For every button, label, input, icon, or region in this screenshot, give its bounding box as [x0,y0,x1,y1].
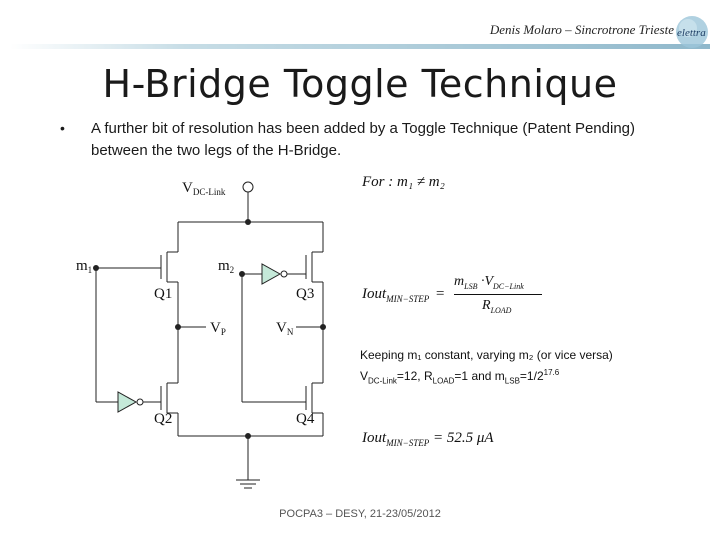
svg-text:elettra: elettra [677,27,706,39]
q3-label: Q3 [296,286,315,302]
note-line-2: $V_{DC-Link}=12$, $R_{LOAD}=1$ and $m_{LSB}=1/2^{17.6}$ [360,368,560,386]
iout-formula: Iout$_{MIN-STEP}$ = $m_{LSB} \cdot V_{DC-Link}$ $R_{LOAD}$ [362,278,562,322]
q4-label: Q4 [296,411,315,427]
bullet-icon: • [60,120,65,136]
footer-text: POCPA3 – DESY, 21-23/05/2012 [279,508,441,520]
m2-label: $m_2$ [218,258,235,275]
q2-label: Q2 [154,411,173,427]
m1-label: $m_1$ [76,258,93,275]
note-text [360,346,613,390]
vp-label: $V_P$ [210,320,226,337]
condition-formula: For : m₁ ≠ m₂ [362,174,445,190]
slide-title: H-Bridge Toggle Technique [102,62,618,106]
elettra-logo [674,14,710,50]
vdc-label: $V_{DC-Link}$ [182,180,226,197]
header-divider [10,44,710,49]
q1-label: Q1 [154,286,173,302]
vn-label: $V_N$ [276,320,294,337]
result-formula: Iout$_{MIN-STEP}$ = 52.5 μA [362,430,494,448]
header-author: Denis Molaro – Sincrotrone Trieste [489,22,674,37]
note-line-1: Keeping m₁ constant, varying m₂ (or vice versa) [360,348,613,362]
h-bridge-circuit [60,170,350,500]
bullet-text: A further bit of resolution has been added by a Toggle Technique (Patent Pending) between the two legs of the H-Bridge. [91,120,635,159]
